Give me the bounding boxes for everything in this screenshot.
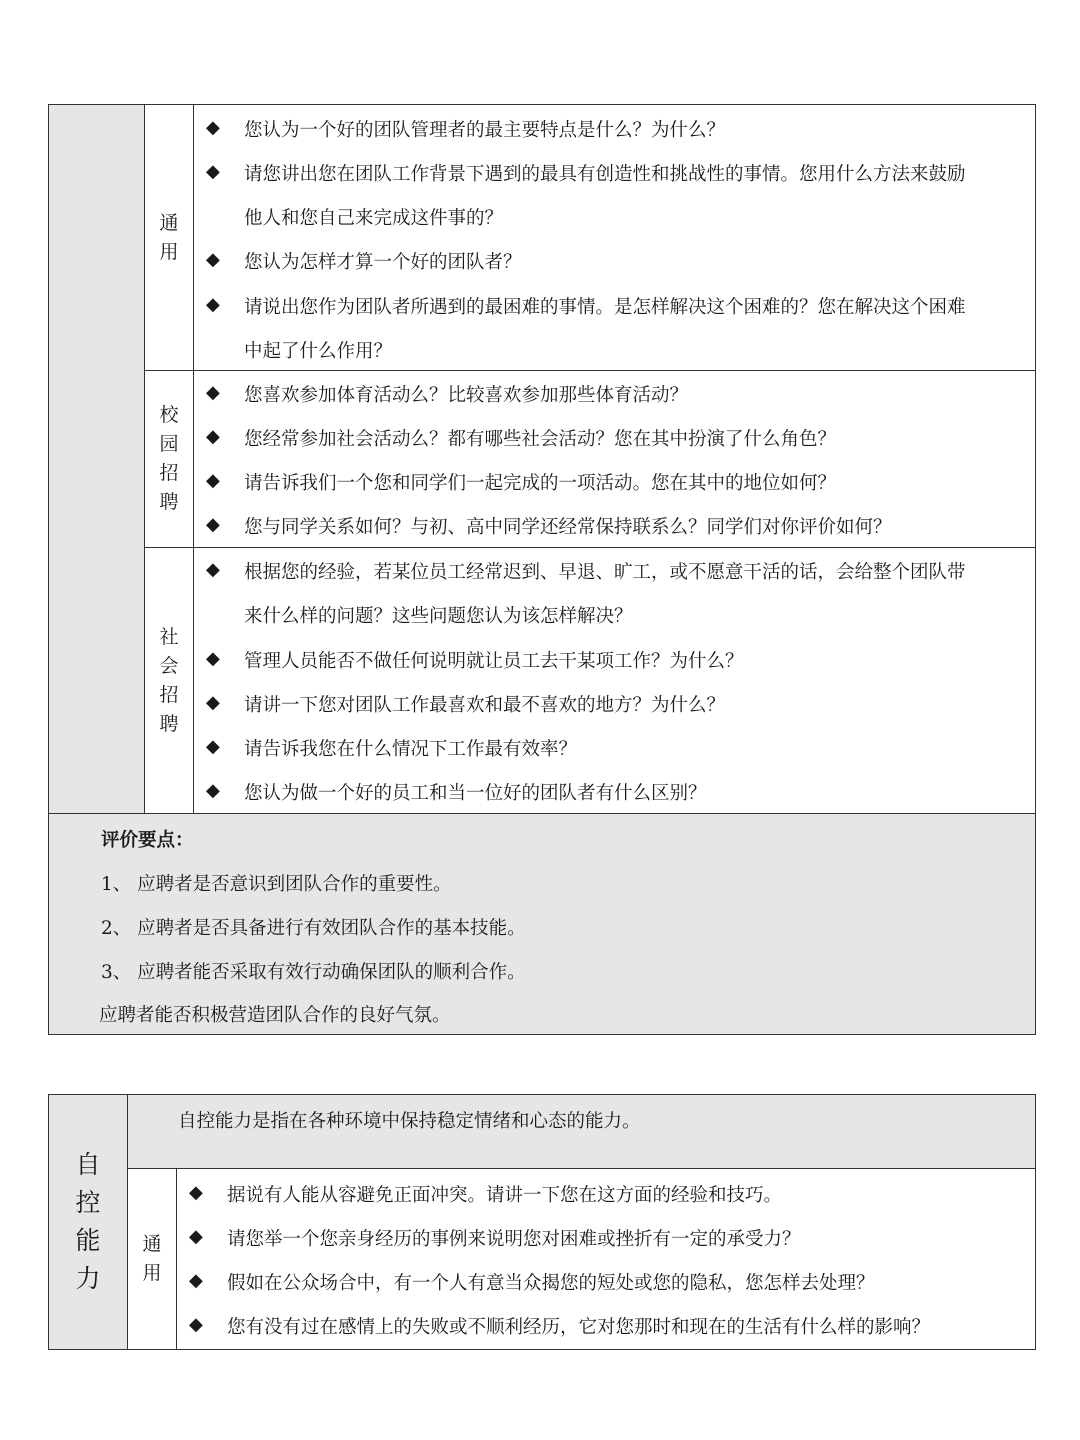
question-text: 您与同学关系如何？与初、高中同学还经常保持联系么？同学们对你评价如何？ (244, 517, 892, 538)
evaluation-points (48, 813, 1036, 1035)
bullet-diamond-icon: ◆ (206, 426, 220, 447)
question-text: 您认为怎样才算一个好的团队者？ (244, 252, 522, 273)
question-text: 请告诉我您在什么情况下工作最有效率？ (244, 739, 578, 760)
bullet-diamond-icon: ◆ (206, 514, 220, 535)
question-text: 据说有人能从容避免正面冲突。请讲一下您在这方面的经验和技巧。 (227, 1185, 783, 1206)
bullet-diamond-icon: ◆ (206, 648, 220, 669)
section-label-campus: 校 园 招 聘 (144, 370, 194, 548)
question-text: 请说出您作为团队者所遇到的最困难的事情。是怎样解决这个困难的？您在解决这个困难 (244, 297, 966, 318)
question-text-continued: 来什么样的问题？这些问题您认为该怎样解决？ (244, 606, 633, 627)
section-questions-general (193, 104, 1036, 371)
definition-cell (127, 1094, 1036, 1169)
bullet-diamond-icon: ◆ (206, 382, 220, 403)
section-questions-social (193, 547, 1036, 814)
evaluation-title: 评价要点： (101, 830, 194, 851)
question-text: 您经常参加社会活动么？都有哪些社会活动？您在其中扮演了什么角色？ (244, 429, 837, 450)
bullet-diamond-icon: ◆ (206, 692, 220, 713)
question-text: 假如在公众场合中，有一个人有意当众揭您的短处或您的隐私，您怎样去处理？ (227, 1273, 875, 1294)
question-text: 请您举一个您亲身经历的事例来说明您对困难或挫折有一定的承受力？ (227, 1229, 801, 1250)
section-label-general: 通 用 (144, 104, 194, 371)
evaluation-item: 应聘者能否积极营造团队合作的良好气氛。 (99, 1005, 451, 1026)
question-text: 管理人员能否不做任何说明就让员工去干某项工作？为什么？ (244, 651, 744, 672)
bullet-diamond-icon: ◆ (206, 780, 220, 801)
category-label-self-control: 自 控 能 力 (48, 1094, 128, 1350)
question-text-continued: 他人和您自己来完成这件事的？ (244, 208, 504, 229)
bullet-diamond-icon: ◆ (206, 736, 220, 757)
section-label-social: 社 会 招 聘 (144, 547, 194, 814)
bullet-diamond-icon: ◆ (206, 470, 220, 491)
category-cell (48, 104, 145, 814)
question-text: 请讲一下您对团队工作最喜欢和最不喜欢的地方？为什么？ (244, 695, 726, 716)
bullet-diamond-icon: ◆ (206, 294, 220, 315)
bullet-diamond-icon: ◆ (189, 1270, 203, 1291)
question-text: 您有没有过在感情上的失败或不顺利经历，它对您那时和现在的生活有什么样的影响？ (227, 1317, 931, 1338)
evaluation-item: 3、 应聘者能否采取有效行动确保团队的顺利合作。 (101, 962, 526, 983)
question-text: 请您讲出您在团队工作背景下遇到的最具有创造性和挑战性的事情。您用什么方法来鼓励 (244, 164, 966, 185)
bullet-diamond-icon: ◆ (189, 1314, 203, 1335)
question-text: 您喜欢参加体育活动么？比较喜欢参加那些体育活动？ (244, 385, 689, 406)
bullet-diamond-icon: ◆ (189, 1226, 203, 1247)
bullet-diamond-icon: ◆ (206, 117, 220, 138)
section-questions-campus (193, 370, 1036, 548)
section-questions-general (176, 1168, 1036, 1350)
question-text-continued: 中起了什么作用？ (244, 341, 393, 362)
bullet-diamond-icon: ◆ (206, 249, 220, 270)
bullet-diamond-icon: ◆ (206, 559, 220, 580)
question-text: 请告诉我们一个您和同学们一起完成的一项活动。您在其中的地位如何？ (244, 473, 837, 494)
question-text: 您认为做一个好的员工和当一位好的团队者有什么区别？ (244, 783, 707, 804)
definition-text: 自控能力是指在各种环境中保持稳定情绪和心态的能力。 (178, 1111, 641, 1132)
evaluation-item: 2、 应聘者是否具备进行有效团队合作的基本技能。 (101, 918, 526, 939)
section-label-general: 通 用 (127, 1168, 177, 1350)
bullet-diamond-icon: ◆ (189, 1182, 203, 1203)
evaluation-item: 1、 应聘者是否意识到团队合作的重要性。 (101, 874, 452, 895)
question-text: 您认为一个好的团队管理者的最主要特点是什么？为什么？ (244, 120, 726, 141)
bullet-diamond-icon: ◆ (206, 161, 220, 182)
question-text: 根据您的经验，若某位员工经常迟到、早退、旷工，或不愿意干活的话，会给整个团队带 (244, 562, 966, 583)
